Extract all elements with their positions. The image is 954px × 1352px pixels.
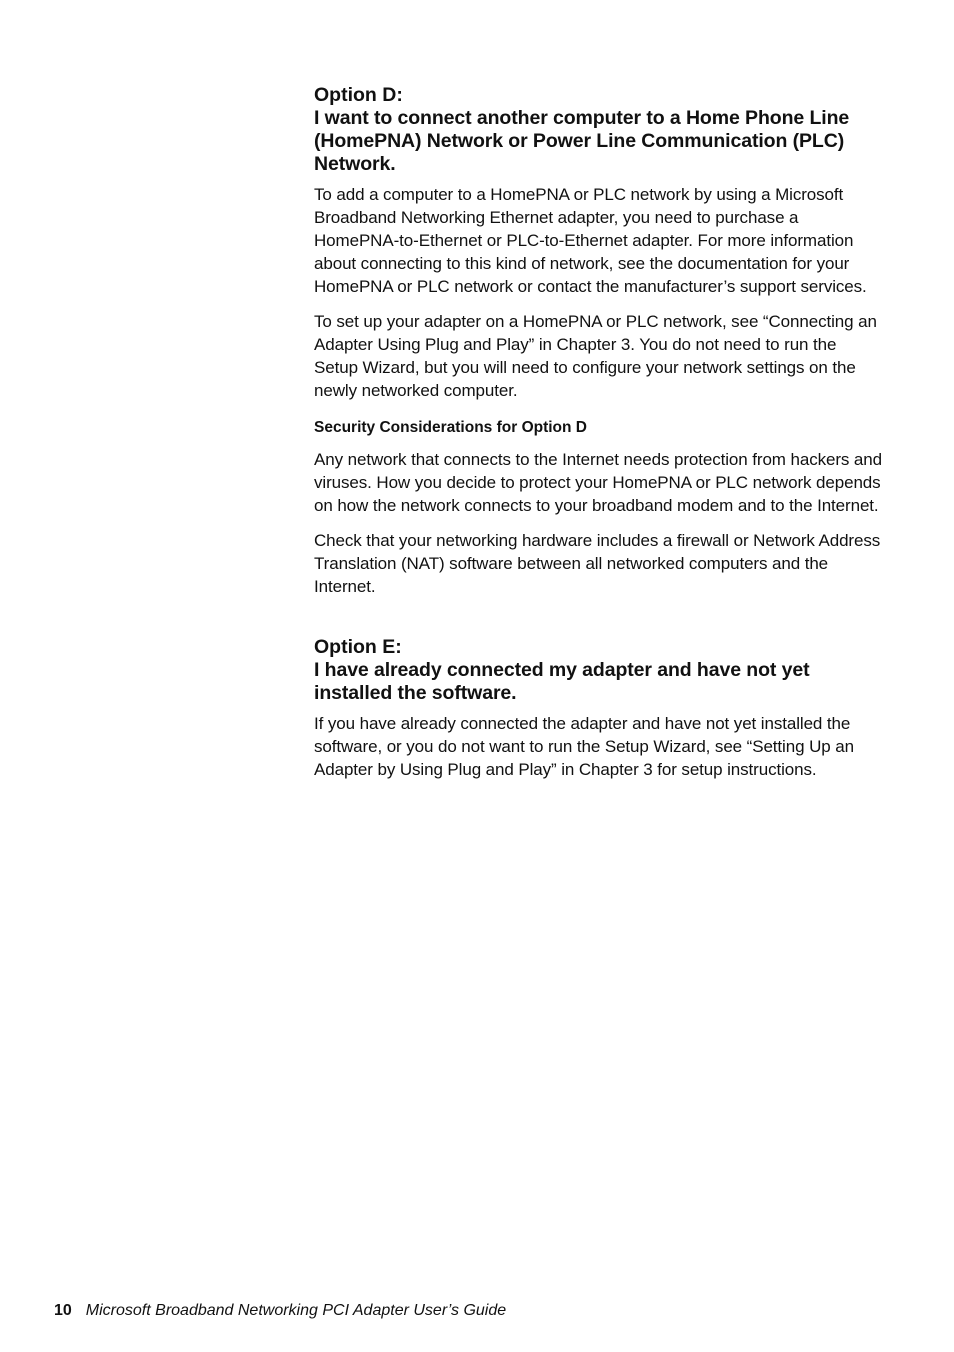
option-e-paragraph-1: If you have already connected the adapter and have not yet installed the software, or you do not want to run the Setup Wizard, see “Setting Up an Adapter by Using Plug and Play” in Chapter 3 for setup instructions. — [314, 714, 854, 779]
page-content — [314, 84, 882, 793]
option-e-section — [314, 636, 882, 781]
guide-title: Microsoft Broadband Networking PCI Adapter User’s Guide — [85, 1302, 507, 1319]
page-footer — [54, 1300, 506, 1322]
option-e-label: Option E: — [314, 636, 402, 658]
page-number: 10 — [54, 1302, 72, 1319]
option-d-section — [314, 84, 882, 598]
section-spacer — [314, 610, 882, 636]
option-d-title: I want to connect another computer to a Home Phone Line (HomePNA) Network or Power Line Communication (PLC) Network. — [314, 107, 850, 175]
option-d-paragraph-1: To add a computer to a HomePNA or PLC network by using a Microsoft Broadband Networking Ethernet adapter, you need to purchase a HomePNA-to-Ethernet or PLC-to-Ethernet adapter. For more information about connecting to this kind of network, see the documentation for your HomePNA or PLC network or contact the manufacturer’s support services. — [314, 185, 867, 296]
option-e-title: I have already connected my adapter and have not yet installed the software. — [314, 659, 810, 704]
security-paragraph-2: Check that your networking hardware includes a firewall or Network Address Translation (NAT) software between all networked computers and the Internet. — [314, 531, 881, 596]
security-paragraph-1: Any network that connects to the Internet needs protection from hackers and viruses. How you decide to protect your HomePNA or PLC network depends on how the network connects to your broadband modem and to the Internet. — [314, 450, 882, 515]
security-heading: Security Considerations for Option D — [314, 419, 587, 436]
option-d-label: Option D: — [314, 84, 403, 106]
option-d-paragraph-2: To set up your adapter on a HomePNA or PLC network, see “Connecting an Adapter Using Plug and Play” in Chapter 3. You do not need to run the Setup Wizard, but you will need to configure your network settings on the newly networked computer. — [314, 312, 877, 400]
